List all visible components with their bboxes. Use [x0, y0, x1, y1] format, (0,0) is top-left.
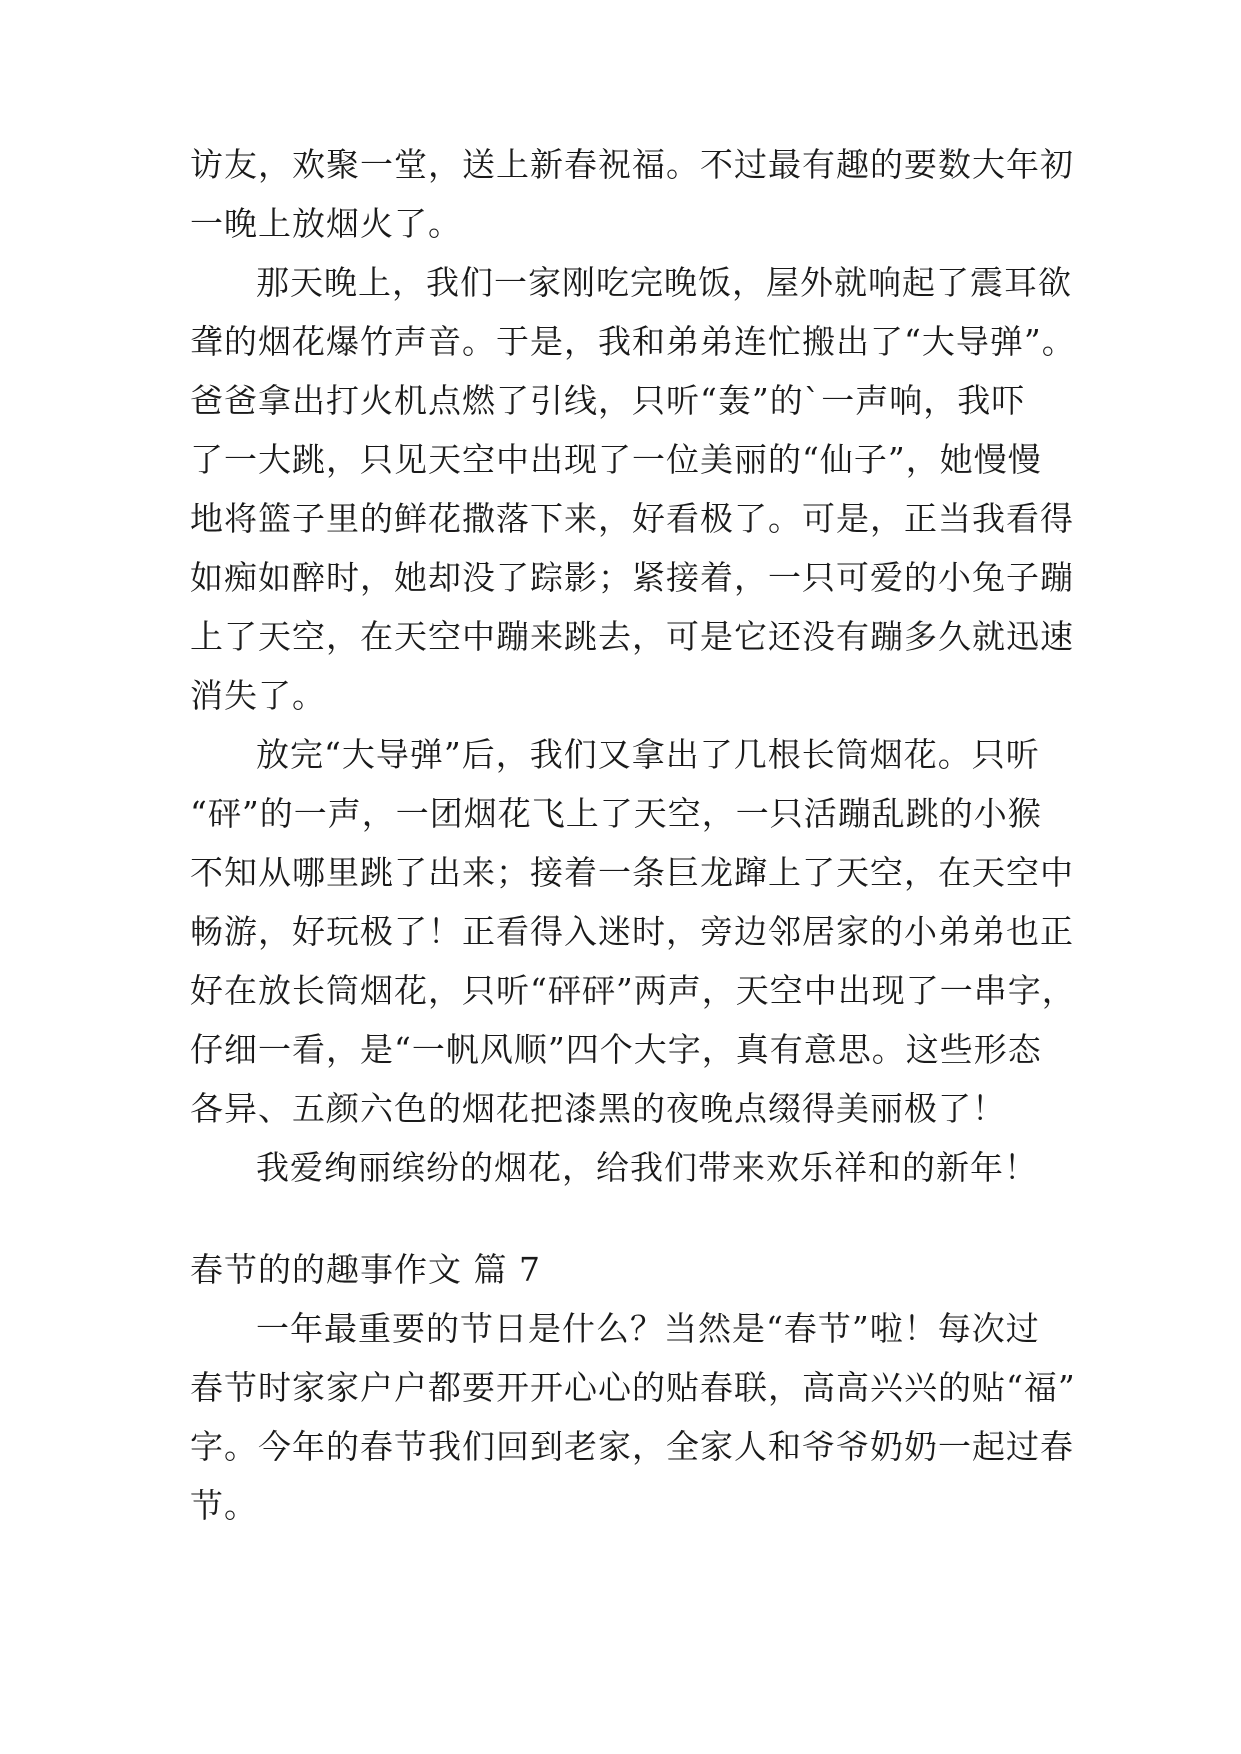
paragraph-start-line: 我爱绚丽缤纷的烟花，给我们带来欢乐祥和的新年！ [256, 1148, 1038, 1187]
paragraph-start-line: 放完“大导弹”后，我们又拿出了几根长筒烟花。只听 [256, 735, 1040, 774]
section-heading-block [190, 1240, 1060, 1299]
paragraph-start-line: 一年最重要的节日是什么？当然是“春节”啦！每次过 [256, 1309, 1040, 1348]
paragraph-start-line: 那天晚上，我们一家刚吃完晚饭，屋外就响起了震耳欲 [256, 263, 1072, 302]
text-line: 上了天空，在天空中蹦来跳去，可是它还没有蹦多久就迅速 [190, 617, 1074, 656]
text-line: “砰”的一声，一团烟花飞上了天空，一只活蹦乱跳的小猴 [190, 794, 1042, 833]
text-line: 访友，欢聚一堂，送上新春祝福。不过最有趣的要数大年初 [190, 145, 1074, 184]
text-line: 爸爸拿出打火机点燃了引线，只听“轰”的`一声响，我吓 [190, 381, 1026, 420]
essay-body-part2 [190, 1299, 1076, 1535]
text-line: 好在放长筒烟花，只听“砰砰”两声，天空中出现了一串字， [190, 971, 1076, 1010]
text-line: 各异、五颜六色的烟花把漆黑的夜晚点缀得美丽极了！ [190, 1089, 1006, 1128]
text-line: 聋的烟花爆竹声音。于是，我和弟弟连忙搬出了“大导弹”。 [190, 322, 1076, 361]
section-title: 春节的的趣事作文 篇 7 [190, 1250, 541, 1289]
text-line: 节。 [190, 1486, 258, 1525]
text-line: 春节时家家户户都要开开心心的贴春联，高高兴兴的贴“福” [190, 1368, 1076, 1407]
text-line: 畅游，好玩极了！正看得入迷时，旁边邻居家的小弟弟也正 [190, 912, 1074, 951]
text-line: 字。今年的春节我们回到老家，全家人和爷爷奶奶一起过春 [190, 1427, 1074, 1466]
text-line: 如痴如醉时，她却没了踪影；紧接着，一只可爱的小兔子蹦 [190, 558, 1074, 597]
text-line: 消失了。 [190, 676, 326, 715]
text-line: 地将篮子里的鲜花撒落下来，好看极了。可是，正当我看得 [190, 499, 1074, 538]
essay-body-part1 [190, 135, 1076, 1197]
text-line: 不知从哪里跳了出来；接着一条巨龙蹿上了天空，在天空中 [190, 853, 1074, 892]
text-line: 了一大跳，只见天空中出现了一位美丽的“仙子”，她慢慢 [190, 440, 1042, 479]
text-line: 一晚上放烟火了。 [190, 204, 462, 243]
text-line: 仔细一看，是“一帆风顺”四个大字，真有意思。这些形态 [190, 1030, 1042, 1069]
